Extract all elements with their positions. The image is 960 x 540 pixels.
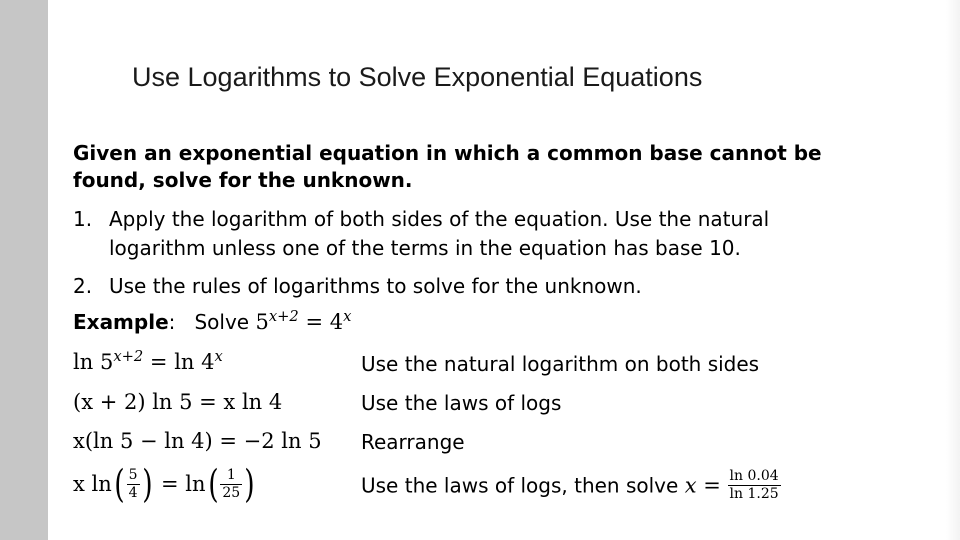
example-equation: $5^{x+2} = 4^x$ [255, 307, 352, 334]
fraction-1-over-25: $\frac{1}{25}$ [222, 466, 241, 501]
example-colon: : [168, 310, 176, 334]
step-1-line2: logarithm unless one of the terms in the equation has base 10. [109, 236, 741, 260]
row-1-math: $\ln 5^{x+2} = \ln 4^x$ [73, 347, 223, 374]
row-1-note: Use the natural logarithm on both sides [361, 352, 760, 376]
row-2-math: (x + 2) ln 5 = x ln 4 [73, 390, 283, 414]
step-1-number: 1. [73, 207, 93, 231]
example-label: Example [73, 310, 169, 334]
slide-title: Use Logarithms to Solve Exponential Equations [132, 62, 703, 92]
fraction-5-over-4: $\frac{5}{4}$ [128, 466, 138, 501]
example-solve-word: Solve [194, 310, 250, 334]
example-line [73, 307, 352, 334]
step-2-line1: Use the rules of logarithms to solve for the unknown. [109, 274, 642, 298]
step-2 [73, 272, 642, 301]
row-4-math: x ln( $\frac{5}{4}$ ) = ln( $\frac{1}{25}$ ) [73, 462, 255, 506]
right-edge-shade [946, 0, 960, 540]
left-accent-bar [0, 0, 48, 540]
solution-fraction: $\frac{\ln 0.04}{\ln 1.25}$ [729, 468, 779, 502]
row-3-note: Rearrange [361, 430, 465, 454]
row-4-note: Use the laws of logs, then solve x = $\frac{\ln 0.04}{\ln 1.25}$ [361, 468, 779, 502]
step-1 [73, 205, 769, 263]
step-1-line1: Apply the logarithm of both sides of the equation. Use the natural [109, 207, 770, 231]
row-3-math: x(ln 5 − ln 4) = −2 ln 5 [73, 429, 322, 453]
step-2-number: 2. [73, 274, 93, 298]
row-2-note: Use the laws of logs [361, 391, 562, 415]
intro-text: Given an exponential equation in which a common base cannot be found, solve for the unknown. [73, 141, 822, 192]
